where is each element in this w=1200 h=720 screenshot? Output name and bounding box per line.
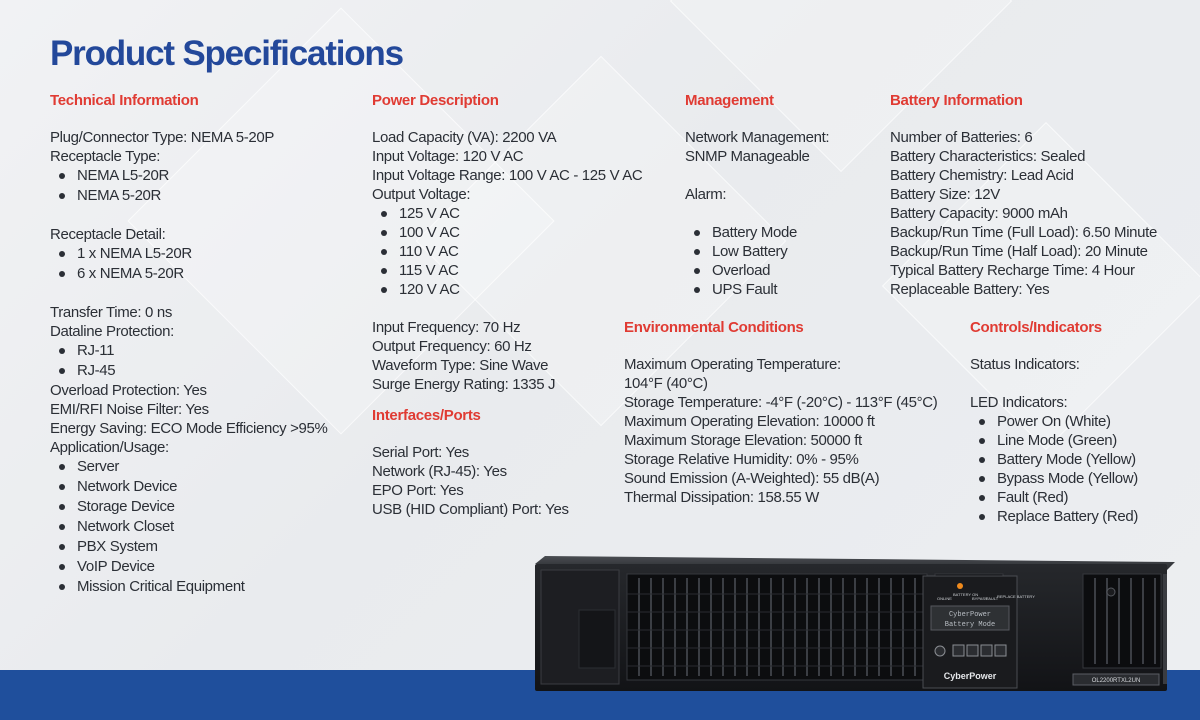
- technical-section: [50, 91, 327, 597]
- usb-line: USB (HID Compliant) Port: Yes: [372, 501, 569, 518]
- load-capacity-line: Load Capacity (VA): 2200 VA: [372, 129, 557, 146]
- indicator-label-bypass: BYPASS: [972, 596, 988, 601]
- list-item: UPS Fault: [712, 280, 829, 299]
- technical-heading: Technical Information: [50, 92, 199, 109]
- output-voltage-label: Output Voltage:: [372, 186, 471, 203]
- panel-button-icon: [981, 645, 992, 656]
- output-frequency-line: Output Frequency: 60 Hz: [372, 338, 532, 355]
- battery-line: Battery Capacity: 9000 mAh: [890, 205, 1068, 222]
- list-item: Mission Critical Equipment: [77, 577, 327, 597]
- management-section: [685, 91, 829, 299]
- list-item: Battery Mode: [712, 223, 829, 242]
- list-item: Fault (Red): [997, 488, 1138, 507]
- lcd-line-1: CyberPower: [948, 611, 992, 619]
- battery-line: Backup/Run Time (Full Load): 6.50 Minute: [890, 224, 1157, 241]
- sound-line: Sound Emission (A-Weighted): 55 dB(A): [624, 470, 880, 487]
- indicator-led: [957, 583, 963, 589]
- list-item: Battery Mode (Yellow): [997, 450, 1138, 469]
- receptacle-detail-label: Receptacle Detail:: [50, 226, 166, 243]
- controls-section: [970, 318, 1138, 526]
- dataline-list: [50, 341, 327, 381]
- input-voltage-line: Input Voltage: 120 V AC: [372, 148, 524, 165]
- list-item: 1 x NEMA L5-20R: [77, 244, 327, 264]
- max-temp-value: 104°F (40°C): [624, 375, 708, 392]
- list-item: PBX System: [77, 537, 327, 557]
- storage-temp-line: Storage Temperature: -4°F (-20°C) - 113°F (45°C): [624, 394, 938, 411]
- list-item: Line Mode (Green): [997, 431, 1138, 450]
- network-management-label: Network Management:: [685, 129, 830, 146]
- lcd-line-2: Battery Mode: [944, 621, 996, 629]
- controls-heading: Controls/Indicators: [970, 319, 1102, 336]
- interfaces-section: [372, 406, 569, 519]
- page-title: Product Specifications: [50, 34, 403, 73]
- waveform-line: Waveform Type: Sine Wave: [372, 357, 549, 374]
- list-item: Replace Battery (Red): [997, 508, 1139, 525]
- power-button-icon: [935, 646, 945, 656]
- dataline-label: Dataline Protection:: [50, 323, 174, 340]
- list-item: 120 V AC: [399, 280, 642, 299]
- application-label: Application/Usage:: [50, 439, 169, 456]
- battery-line: Backup/Run Time (Half Load): 20 Minute: [890, 243, 1148, 260]
- status-indicators-label: Status Indicators:: [970, 356, 1080, 373]
- list-item: Overload: [712, 261, 829, 280]
- max-storage-elevation-line: Maximum Storage Elevation: 50000 ft: [624, 432, 862, 449]
- list-item: Low Battery: [712, 242, 829, 261]
- interfaces-heading: Interfaces/Ports: [372, 407, 481, 424]
- panel-button-icon: [995, 645, 1006, 656]
- humidity-line: Storage Relative Humidity: 0% - 95%: [624, 451, 859, 468]
- list-item: NEMA L5-20R: [77, 166, 327, 186]
- list-item: 100 V AC: [399, 223, 642, 242]
- led-indicators-label: LED Indicators:: [970, 394, 1068, 411]
- alarm-label: Alarm:: [685, 186, 727, 203]
- power-section: [372, 91, 642, 394]
- list-item: Network Closet: [77, 517, 327, 537]
- management-heading: Management: [685, 92, 774, 109]
- list-item: VoIP Device: [77, 557, 327, 577]
- alarm-list: [685, 223, 829, 299]
- list-item: RJ-45: [77, 361, 327, 381]
- network-line: Network (RJ-45): Yes: [372, 463, 507, 480]
- ups-product-image: [535, 556, 1175, 691]
- list-item: 110 V AC: [399, 242, 642, 261]
- indicator-label-online: ONLINE: [937, 596, 952, 601]
- indicator-label-replace: REPLACE BATTERY: [997, 594, 1035, 599]
- battery-line: Battery Chemistry: Lead Acid: [890, 167, 1074, 184]
- energy-line: Energy Saving: ECO Mode Efficiency >95%: [50, 420, 328, 437]
- list-item: Storage Device: [77, 497, 327, 517]
- overload-line: Overload Protection: Yes: [50, 382, 207, 399]
- list-item: 115 V AC: [399, 261, 642, 280]
- list-item: NEMA 5-20R: [77, 186, 327, 206]
- led-list: [970, 412, 1138, 526]
- list-item: Power On (White): [997, 412, 1138, 431]
- output-voltage-list: [372, 204, 642, 299]
- input-range-line: Input Voltage Range: 100 V AC - 125 V AC: [372, 167, 643, 184]
- battery-line: Battery Size: 12V: [890, 186, 1000, 203]
- transfer-time-line: Transfer Time: 0 ns: [50, 304, 173, 321]
- epo-line: EPO Port: Yes: [372, 482, 464, 499]
- max-temp-label: Maximum Operating Temperature:: [624, 356, 841, 373]
- battery-section: [890, 91, 1157, 299]
- brand-logo: CyberPower: [943, 671, 997, 681]
- model-label: OL2200RTXL2UN: [1091, 678, 1141, 684]
- battery-line: Battery Characteristics: Sealed: [890, 148, 1086, 165]
- environmental-section: [624, 318, 937, 507]
- receptacle-detail-list: [50, 244, 327, 284]
- emi-line: EMI/RFI Noise Filter: Yes: [50, 401, 209, 418]
- serial-line: Serial Port: Yes: [372, 444, 469, 461]
- list-item: 125 V AC: [399, 204, 642, 223]
- application-list: [50, 457, 327, 597]
- panel-button-icon: [953, 645, 964, 656]
- battery-line: Number of Batteries: 6: [890, 129, 1033, 146]
- battery-line: Typical Battery Recharge Time: 4 Hour: [890, 262, 1135, 279]
- indicator-label-battery: BATTERY ON: [953, 592, 979, 597]
- max-op-elevation-line: Maximum Operating Elevation: 10000 ft: [624, 413, 875, 430]
- list-item: Server: [77, 457, 327, 477]
- battery-heading: Battery Information: [890, 92, 1023, 109]
- input-frequency-line: Input Frequency: 70 Hz: [372, 319, 521, 336]
- indicator-label-fault: FAULT: [986, 596, 999, 601]
- power-heading: Power Description: [372, 92, 499, 109]
- panel-button-icon: [967, 645, 978, 656]
- surge-line: Surge Energy Rating: 1335 J: [372, 376, 556, 393]
- network-management-value: SNMP Manageable: [685, 148, 810, 165]
- plug-line: Plug/Connector Type: NEMA 5-20P: [50, 129, 275, 146]
- battery-line: Replaceable Battery: Yes: [890, 281, 1050, 298]
- list-item: Network Device: [77, 477, 327, 497]
- receptacle-type-label: Receptacle Type:: [50, 148, 161, 165]
- list-item: RJ-11: [77, 341, 327, 361]
- environmental-heading: Environmental Conditions: [624, 319, 804, 336]
- thermal-line: Thermal Dissipation: 158.55 W: [624, 489, 819, 506]
- receptacle-type-list: [50, 166, 327, 206]
- list-item: 6 x NEMA 5-20R: [77, 264, 327, 284]
- list-item: Bypass Mode (Yellow): [997, 470, 1138, 487]
